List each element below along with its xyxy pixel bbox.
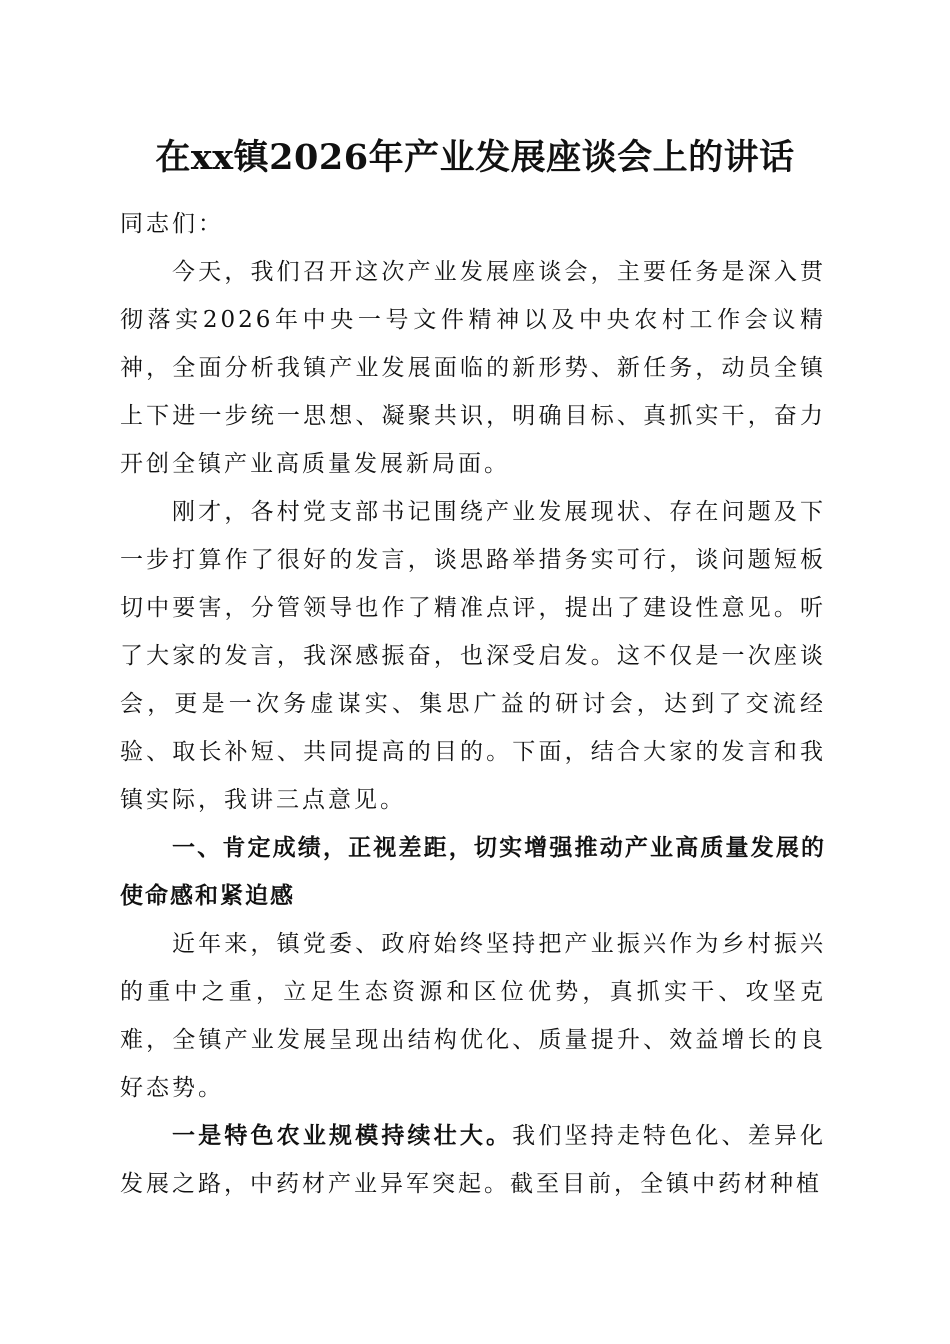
point-1-text: 我们坚持走特色化、差异化发展之路，中药材产业异军突起。截至目前，全镇中药材种植 [120, 1123, 827, 1197]
point-1-lead: 一是特色农业规模持续壮大。 [172, 1122, 513, 1149]
document-body [120, 200, 826, 1208]
salutation: 同志们： [120, 211, 224, 237]
section-heading-1: 一、肯定成绩，正视差距，切实增强推动产业高质量发展的使命感和紧迫感 [120, 835, 826, 909]
paragraph-review: 刚才，各村党支部书记围绕产业发展现状、存在问题及下一步打算作了很好的发言，谈思路举措务实可行，谈问题短板切中要害，分管领导也作了精准点评，提出了建设性意见。听了大家的发言，我深感振奋，也深受启发。这不仅是一次座谈会，更是一次务虚谋实、集思广益的研讨会，达到了交流经验、取长补短、共同提高的目的。下面，结合大家的发言和我镇实际，我讲三点意见。 [120, 499, 826, 813]
paragraph-intro: 今天，我们召开这次产业发展座谈会，主要任务是深入贯彻落实2026年中央一号文件精神以及中央农村工作会议精神，全面分析我镇产业发展面临的新形势、新任务，动员全镇上下进一步统一思想、凝聚共识，明确目标、真抓实干，奋力开创全镇产业高质量发展新局面。 [120, 259, 826, 477]
paragraph-point-1 [120, 1112, 826, 1208]
document-title: 在xx镇2026年产业发展座谈会上的讲话 [155, 137, 795, 178]
paragraph-achievements: 近年来，镇党委、政府始终坚持把产业振兴作为乡村振兴的重中之重，立足生态资源和区位优势，真抓实干、攻坚克难，全镇产业发展呈现出结构优化、质量提升、效益增长的良好态势。 [120, 931, 826, 1101]
